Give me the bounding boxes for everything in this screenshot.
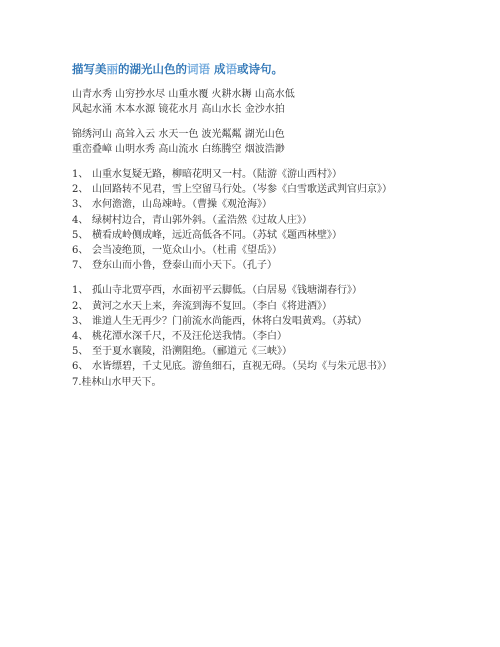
item-text: 绿树村边合，青山郭外斜。（孟浩然《过故人庄》） xyxy=(92,214,312,226)
title-part: 描写美 xyxy=(72,62,107,76)
item-number: 6、 xyxy=(72,361,89,373)
item-number: 2、 xyxy=(72,300,89,312)
list-item xyxy=(72,228,472,243)
title-part: 或诗句。 xyxy=(237,62,284,76)
item-number: 6、 xyxy=(72,245,89,257)
item-text: 7.桂林山水甲天下。 xyxy=(72,376,162,388)
water-poems-list xyxy=(72,283,472,389)
item-text: 会当凌绝顶，一览众山小。（杜甫《望岳》） xyxy=(92,245,282,257)
list-item xyxy=(72,299,472,314)
list-item xyxy=(72,258,472,273)
list-item xyxy=(72,375,472,390)
list-item xyxy=(72,329,472,344)
list-item xyxy=(72,314,472,329)
item-number: 3、 xyxy=(72,315,89,327)
item-text: 桃花潭水深千尺，不及汪伦送我情。（李白） xyxy=(92,331,287,343)
title-part: 丽 xyxy=(106,62,118,76)
title-part: 语 xyxy=(225,62,238,76)
list-item xyxy=(72,213,472,228)
list-item xyxy=(72,344,472,359)
item-number: 5、 xyxy=(72,346,89,358)
item-text: 山回路转不见君，雪上空留马行处。（岑参《白雪歌送武判官归京》） xyxy=(92,184,392,196)
idioms-line: 山青水秀 山穷抄水尽 山重水覆 火耕水耨 山高水低 xyxy=(72,89,295,100)
phrases-line: 重峦叠嶂 山明水秀 高山流水 白练腾空 烟波浩渺 xyxy=(72,144,285,155)
item-number: 7、 xyxy=(72,260,89,272)
phrases-paragraph xyxy=(72,127,472,157)
idioms-paragraph xyxy=(72,87,472,117)
item-text: 谁道人生无再少？门前流水尚能西，休将白发唱黄鸡。（苏轼） xyxy=(92,315,367,327)
item-number: 2、 xyxy=(72,184,89,196)
list-item xyxy=(72,197,472,212)
document-title xyxy=(72,62,472,77)
list-item xyxy=(72,283,472,298)
list-item xyxy=(72,243,472,258)
title-part: 的湖光山色的 xyxy=(118,62,187,76)
item-text: 水皆缥碧，千丈见底。游鱼细石，直视无碍。（吴均《与朱元思书》） xyxy=(92,361,392,373)
item-number: 1、 xyxy=(72,285,89,297)
item-text: 登东山而小鲁，登泰山而小天下。（孔子） xyxy=(92,260,277,272)
item-number: 4、 xyxy=(72,331,89,343)
item-text: 至于夏水襄陵，沿溯阻绝。（郦道元《三峡》） xyxy=(92,346,292,358)
item-number: 1、 xyxy=(72,169,89,180)
list-item xyxy=(72,182,472,197)
title-part: 成 xyxy=(210,62,226,76)
item-number: 3、 xyxy=(72,199,89,211)
item-number: 5、 xyxy=(72,229,89,241)
item-text: 水何澹澹，山岛竦峙。（曹操《观沧海》） xyxy=(92,199,272,211)
list-item xyxy=(72,359,472,374)
document-page xyxy=(72,62,472,400)
phrases-line: 锦绣河山 高耸入云 水天一色 波光粼粼 湖光山色 xyxy=(72,129,285,140)
item-text: 横看成岭侧成峰，远近高低各不同。（苏轼《题西林壁》） xyxy=(92,229,342,241)
title-part: 词语 xyxy=(187,62,210,76)
item-number: 4、 xyxy=(72,214,89,226)
list-item xyxy=(72,167,472,182)
idioms-line: 风起水涌 木本水源 镜花水月 高山水长 金沙水拍 xyxy=(72,104,285,115)
item-text: 黄河之水天上来，奔流到海不复回。（李白《将进酒》） xyxy=(92,300,332,312)
item-text: 山重水复疑无路，柳暗花明又一村。（陆游《游山西村》） xyxy=(92,169,342,180)
mountain-poems-list xyxy=(72,167,472,273)
item-text: 孤山寺北贾亭西，水面初平云脚低。（白居易《钱塘湖春行》） xyxy=(92,285,362,297)
